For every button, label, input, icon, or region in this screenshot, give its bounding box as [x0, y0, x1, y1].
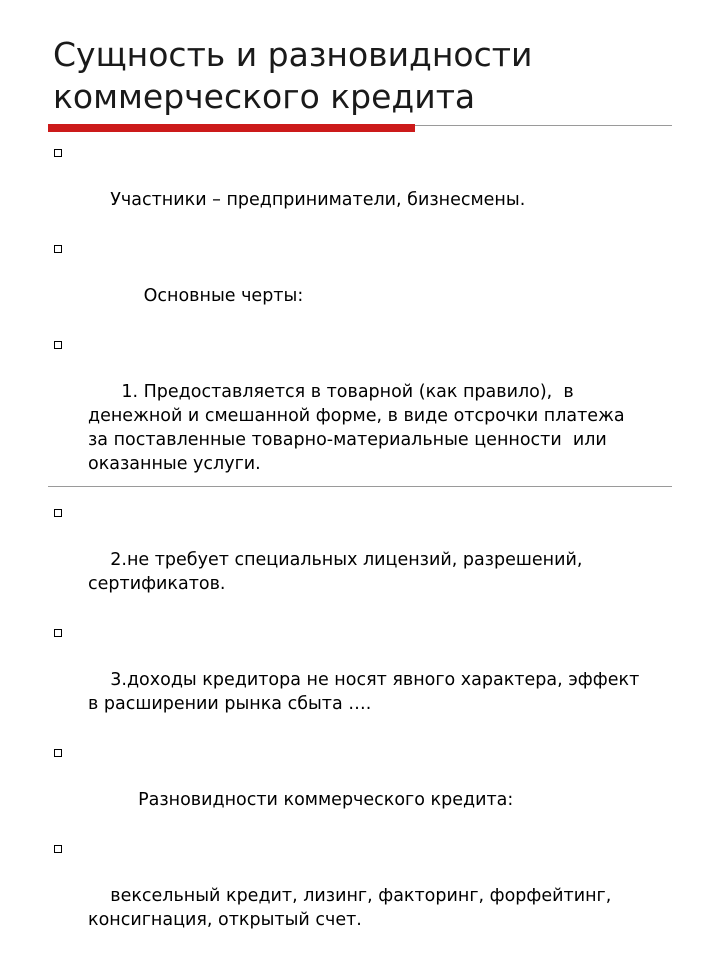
bullet-item	[50, 140, 650, 236]
bullet-item	[50, 500, 650, 620]
slide-title	[53, 34, 693, 118]
square-bullet-icon	[54, 845, 62, 853]
bullet-item	[50, 332, 650, 500]
bottom-divider	[48, 486, 672, 487]
bullet-item	[50, 836, 650, 956]
square-bullet-icon	[54, 749, 62, 757]
square-bullet-icon	[54, 341, 62, 349]
title-line-2: коммерческого кредита	[53, 77, 476, 116]
square-bullet-icon	[54, 629, 62, 637]
bullet-item	[50, 620, 650, 740]
bullet-text: Основные черты:	[110, 286, 304, 306]
bullet-text: Участники – предприниматели, бизнесмены.	[110, 190, 526, 210]
title-line-1: Сущность и разновидности	[53, 35, 533, 74]
bullet-text: вексельный кредит, лизинг, факторинг, форфейтинг, консигнация, открытый счет.	[88, 886, 617, 930]
square-bullet-icon	[54, 149, 62, 157]
bullet-text: Разновидности коммерческого кредита:	[110, 790, 514, 810]
bullet-list	[50, 140, 650, 956]
bullet-text: 1. Предоставляется в товарной (как правило), в денежной и смешанной форме, в виде отсрочки платежа за поставленные товарно-материальные ценности или оказанные услуги.	[88, 382, 631, 474]
bullet-item	[50, 236, 650, 332]
bullet-text: 2.не требует специальных лицензий, разрешений, сертификатов.	[88, 550, 588, 594]
title-accent-bar	[48, 124, 415, 132]
bullet-item	[50, 740, 650, 836]
square-bullet-icon	[54, 509, 62, 517]
square-bullet-icon	[54, 245, 62, 253]
bullet-text: 3.доходы кредитора не носят явного характера, эффект в расширении рынка сбыта ….	[88, 670, 645, 714]
